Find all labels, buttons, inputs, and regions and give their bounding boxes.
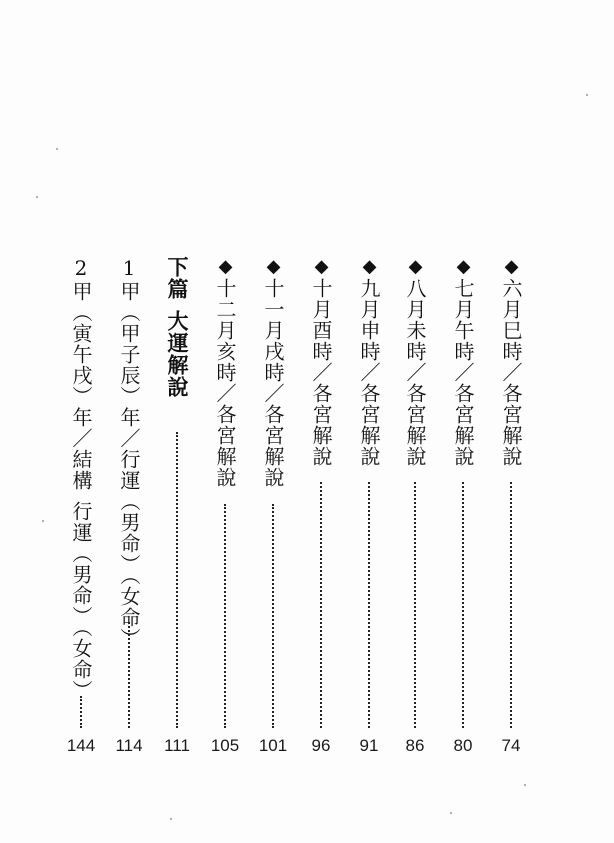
toc-entry-title	[446, 256, 480, 467]
toc-page-number: 91	[359, 736, 379, 755]
toc-entry-text: 九月申時／各宮解說	[357, 278, 381, 467]
toc-entry-text-continued: 行運（男命）（女命）	[69, 501, 93, 701]
toc-part-heading[interactable]	[160, 256, 194, 776]
toc-entry-text: 六月巳時／各宮解說	[499, 278, 523, 467]
toc-entry-august-wei[interactable]	[398, 256, 432, 776]
toc-page-number: 86	[405, 736, 425, 755]
diamond-bullet-icon: ◆	[311, 256, 332, 278]
leader-dots	[462, 482, 464, 728]
toc-entry-november-xu[interactable]	[256, 256, 290, 776]
toc-entry-text: 甲（寅午戌）年／結構	[69, 281, 93, 491]
toc-part-title	[160, 256, 194, 398]
part-label: 下篇	[165, 256, 190, 300]
toc-entry-title	[352, 256, 386, 467]
toc-entry-title	[64, 256, 98, 701]
leader-dots	[368, 482, 370, 728]
diamond-bullet-icon: ◆	[405, 256, 426, 278]
diamond-bullet-icon: ◆	[359, 256, 380, 278]
leader-dots	[128, 622, 130, 728]
scan-speck	[586, 94, 588, 96]
diamond-bullet-icon: ◆	[453, 256, 474, 278]
toc-entry-july-wu[interactable]	[446, 256, 480, 776]
scan-speck	[56, 148, 58, 150]
toc-entry-text: 八月未時／各宮解說	[403, 278, 427, 467]
leader-dots	[320, 482, 322, 728]
toc-entry-title	[494, 256, 528, 467]
toc-page-number: 96	[311, 736, 331, 755]
toc-entry-september-shen[interactable]	[352, 256, 386, 776]
leader-dots	[414, 482, 416, 728]
leader-dots	[224, 504, 226, 728]
toc-entry-title	[112, 256, 146, 649]
scan-speck	[36, 196, 38, 198]
scan-speck	[170, 818, 172, 820]
toc-entry-text: 十月酉時／各宮解說	[309, 278, 333, 467]
leader-dots	[272, 504, 274, 728]
part-name: 大運解說	[165, 310, 190, 398]
toc-entry-text: 十二月亥時／各宮解說	[213, 278, 237, 488]
scan-speck	[42, 520, 44, 522]
toc-page-number: 105	[210, 736, 240, 755]
diamond-bullet-icon: ◆	[215, 256, 236, 278]
toc-entry-title	[208, 256, 242, 488]
diamond-bullet-icon: ◆	[263, 256, 284, 278]
leader-dots	[80, 696, 82, 728]
toc-entry-text: 七月午時／各宮解說	[451, 278, 475, 467]
toc-entry-text: 甲（甲子辰）年／行運（男命）（女命）	[117, 281, 141, 649]
scan-speck	[524, 784, 526, 786]
toc-entry-2[interactable]	[64, 256, 98, 776]
toc-entry-december-hai[interactable]	[208, 256, 242, 776]
toc-page-number: 80	[453, 736, 473, 755]
leader-dots	[510, 482, 512, 728]
toc-page-number: 101	[258, 736, 288, 755]
entry-number: 2	[69, 256, 93, 281]
toc-page-number: 74	[501, 736, 521, 755]
toc-entry-june-si[interactable]	[494, 256, 528, 776]
toc-entry-text: 十一月戌時／各宮解說	[261, 278, 285, 488]
toc-entry-title	[398, 256, 432, 467]
scan-speck	[450, 812, 452, 814]
toc-page-number: 114	[115, 736, 143, 755]
toc-page-number: 144	[66, 736, 96, 755]
diamond-bullet-icon: ◆	[501, 256, 522, 278]
toc-entry-october-you[interactable]	[304, 256, 338, 776]
toc-page-number: 111	[164, 736, 190, 755]
toc-entry-title	[304, 256, 338, 467]
leader-dots	[176, 432, 178, 728]
entry-number: 1	[117, 256, 141, 281]
toc-entry-1[interactable]	[112, 256, 146, 776]
toc-entry-title	[256, 256, 290, 488]
